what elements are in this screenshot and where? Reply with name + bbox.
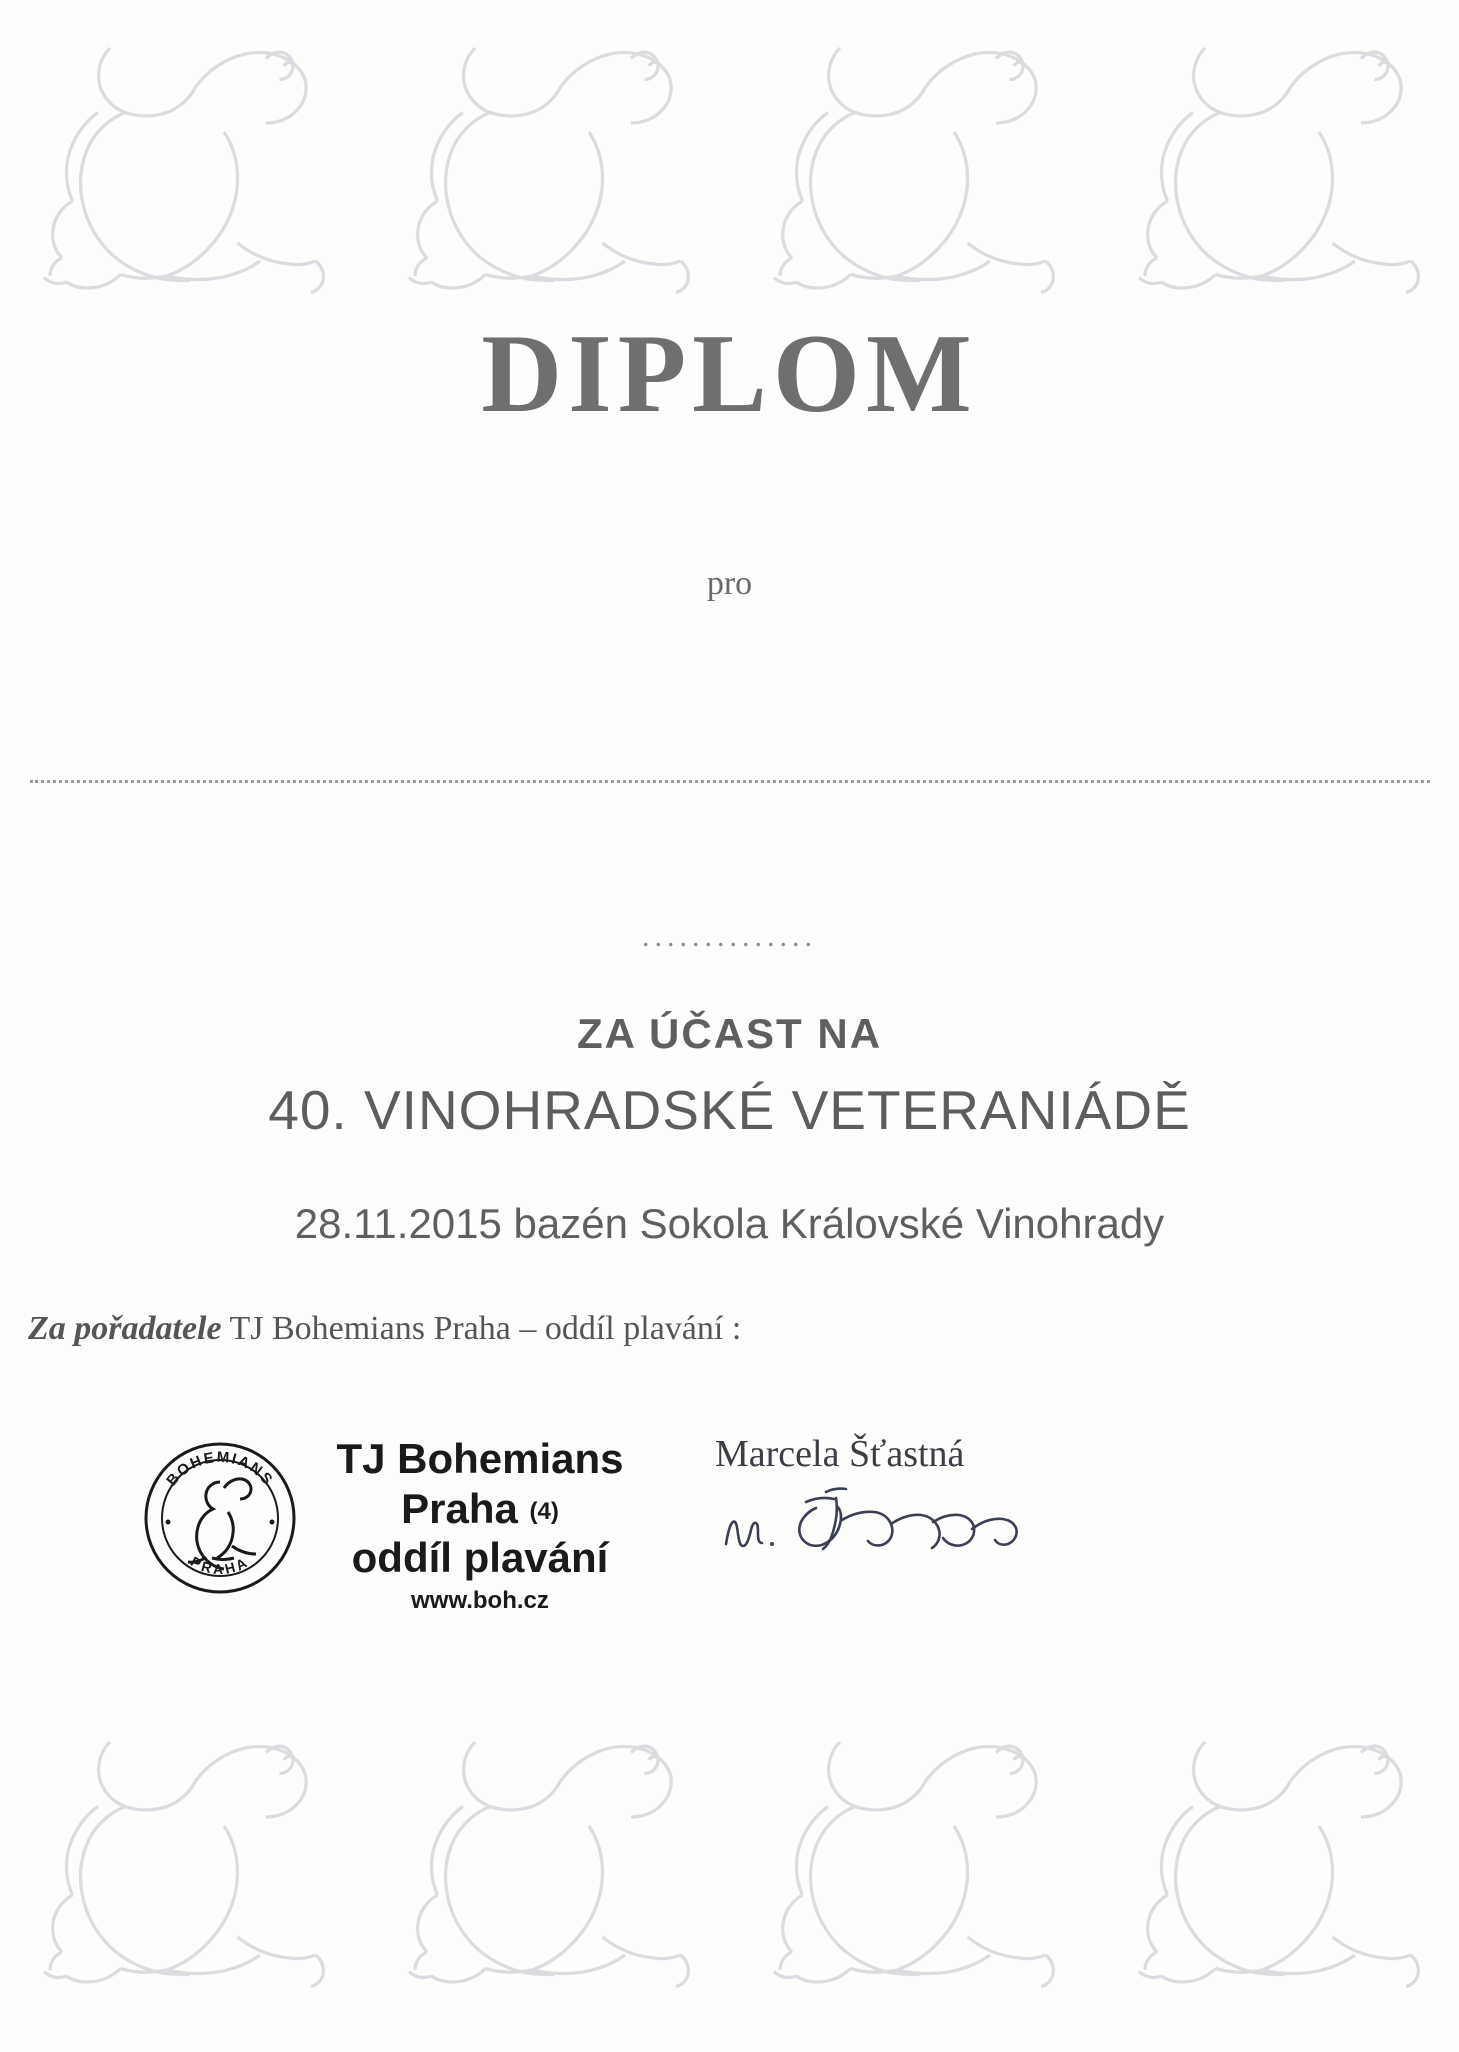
organizer-prefix: Za pořadatele <box>28 1310 222 1347</box>
page-title: DIPLOM <box>481 312 978 436</box>
svg-text:PRAHA: PRAHA <box>187 1553 253 1578</box>
kangaroo-icon <box>762 1700 1062 2030</box>
kangaroo-border-bottom <box>0 1700 1459 2030</box>
stamp-line-1: TJ Bohemians <box>336 1435 624 1482</box>
award-line-2: 40. VINOHRADSKÉ VETERANIÁDĚ <box>268 1079 1191 1141</box>
stamp-line-2-text: Praha <box>401 1484 518 1532</box>
organizer-line <box>28 1310 1428 1348</box>
stamp-website: www.boh.cz <box>411 1586 549 1614</box>
category-dots: .............. <box>642 920 817 953</box>
stamp-text-block <box>315 1434 645 1615</box>
event-details: 28.11.2015 bazén Sokola Královské Vinohrady <box>294 1200 1165 1247</box>
svg-text:BOHEMIANS: BOHEMIANS <box>163 1448 277 1490</box>
stamp-line-2 <box>315 1484 645 1534</box>
kangaroo-icon <box>32 6 332 336</box>
kangaroo-icon <box>1127 1700 1427 2030</box>
for-label: pro <box>706 565 753 602</box>
handwritten-signature-icon <box>720 1482 1030 1572</box>
organizer-text: TJ Bohemians Praha – oddíl plavání : <box>221 1310 742 1347</box>
signer-name: Marcela Šťastná <box>715 1433 965 1475</box>
stamp-line-3: oddíl plavání <box>351 1534 609 1582</box>
kangaroo-border-top <box>0 6 1459 336</box>
stamp-line-2-number: (4) <box>529 1497 559 1525</box>
stamp-and-signature-block <box>130 1420 1130 1650</box>
kangaroo-icon <box>1127 6 1427 336</box>
kangaroo-icon <box>32 1700 332 2030</box>
kangaroo-icon <box>397 6 697 336</box>
kangaroo-icon <box>397 1700 697 2030</box>
recipient-name-line <box>30 780 1430 783</box>
award-line-1: ZA ÚČAST NA <box>576 1010 883 1057</box>
bohemians-seal-icon <box>140 1438 300 1598</box>
kangaroo-icon <box>762 6 1062 336</box>
